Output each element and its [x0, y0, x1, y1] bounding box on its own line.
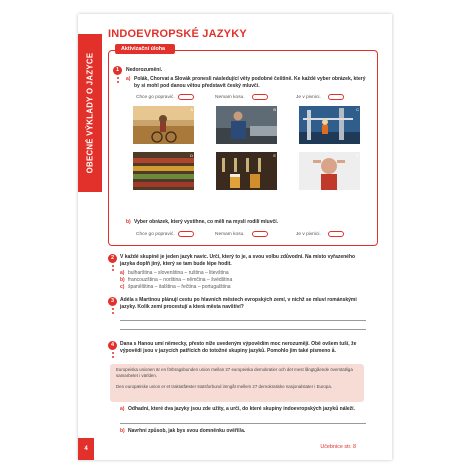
- photo-d-market-shelves: [133, 152, 194, 190]
- answer-oval-2b[interactable]: [252, 231, 268, 237]
- exercise-1b-marker: b): [126, 219, 131, 225]
- exercise-4-number: 4: [108, 341, 117, 350]
- photo-c-letter: C: [356, 107, 359, 112]
- phrase-3b: Je v pivnici.: [296, 232, 321, 237]
- exercise-1a-text: Polák, Chorvat a Slovák pronesli následující věty podobné češtině. Ke každé vyber obrázek, který by si mohl pod danou větou představit český mluvčí.: [134, 76, 366, 89]
- exercise-4b-marker: b): [120, 428, 125, 434]
- photo-c-workers-tower: [299, 106, 360, 144]
- answer-line[interactable]: [120, 329, 366, 330]
- answer-line[interactable]: [120, 423, 366, 424]
- exercise-2-number: 2: [108, 254, 117, 263]
- exercise-4a-text: Odhadni, které dva jazyky jsou zde užity, a urči, do které skupiny indoevropských jazyků náleží.: [128, 406, 355, 412]
- textbook-page: [78, 14, 392, 460]
- exercise-3-number: 3: [108, 297, 117, 306]
- photo-f-bald-man: [299, 152, 360, 190]
- exercise-2b-text: francouzština – norština – němčina – švédština: [128, 277, 233, 283]
- phrase-1b: Chce go popravić.: [136, 232, 175, 237]
- photo-a-cyclist-field: [133, 106, 194, 144]
- phrase-2: Nemam kosu.: [215, 95, 245, 100]
- phrase-2b: Nemam kosu.: [215, 232, 245, 237]
- exercise-1-number: 1: [113, 66, 122, 75]
- answer-line[interactable]: [120, 320, 366, 321]
- page-number: 4: [78, 438, 94, 460]
- photo-f-letter: F: [356, 153, 359, 158]
- exercise-3-difficulty: [112, 308, 114, 315]
- exercise-2-text: V každé skupině je jeden jazyk navíc. Urči, který to je, a svou volbu zdůvodni. Na místo vyřazeného jazyka doplň jiný, který se tam bude lépe hodit.: [120, 254, 356, 267]
- side-tab: [78, 34, 102, 192]
- exercise-1a-marker: a): [126, 76, 131, 82]
- exercise-1-title: Nedorozumění.: [126, 67, 163, 73]
- exercise-2c-marker: c): [120, 284, 125, 290]
- answer-oval-2[interactable]: [252, 94, 268, 100]
- exercise-1-difficulty: [117, 77, 119, 84]
- exercise-2b-marker: b): [120, 277, 125, 283]
- phrase-1: Chce go popravić.: [136, 95, 175, 100]
- answer-oval-3[interactable]: [328, 94, 344, 100]
- photo-d-letter: D: [190, 153, 193, 158]
- photo-e-beer-taps: [216, 152, 277, 190]
- exercise-2a-text: bulharština – slovenština – ruština – litevština: [128, 270, 229, 276]
- photo-b-mechanic: [216, 106, 277, 144]
- exercise-4-difficulty: [112, 352, 114, 359]
- side-tab-label: OBECNÉ VÝKLADY O JAZYCE: [85, 52, 95, 174]
- language-samples-box: [110, 364, 364, 402]
- exercise-3-text: Adéla s Martinou plánují cestu po hlavních městech evropských zemí, v nichž se mluví románskými jazyky. Kolik zemí procestují a která města navštíví?: [120, 297, 357, 310]
- exercise-1b-text: Vyber obrázek, který vystihne, co měli na mysli rodilí mluvčí.: [134, 219, 279, 225]
- photo-e-letter: E: [273, 153, 276, 158]
- phrase-3: Je v pivnici.: [296, 95, 321, 100]
- textbook-reference: Učebnice str. 8: [320, 444, 356, 450]
- activity-box-title: Aktivizační úloha: [115, 44, 175, 54]
- photo-a-letter: A: [190, 107, 193, 112]
- exercise-4-text: Dana s Hanou umí německy, přesto níže uvedeným výpovědím moc nerozumějí. Obě ovšem tuší, že výpovědi jsou v jazycích patřících do totožné skupiny jazyků. Pomohlo jim také písmeno å.: [120, 341, 357, 354]
- answer-oval-1[interactable]: [178, 94, 194, 100]
- exercise-2-difficulty: [112, 265, 114, 272]
- exercise-2a-marker: a): [120, 270, 125, 276]
- sample-swedish: Europeiska unionen är en förbragsbunden union mellan 27 europeiska demokratier och det mest långtgående överstatliga samarbetet i världen.: [116, 367, 353, 378]
- chapter-title: INDOEVROPSKÉ JAZYKY: [108, 28, 247, 40]
- answer-oval-1b[interactable]: [178, 231, 194, 237]
- exercise-4a-marker: a): [120, 406, 125, 412]
- exercise-4b-text: Navrhni způsob, jak bys svou domněnku ověřil/a.: [128, 428, 246, 434]
- exercise-2c-text: španělština – italština – řečtina – portugalština: [128, 284, 231, 290]
- photo-b-letter: B: [273, 107, 276, 112]
- answer-oval-3b[interactable]: [328, 231, 344, 237]
- sample-danish: Den europæiske union er et traktatfæster statsforbund imngåt mellem 27 demokratiske nasjonalstater i Europa.: [116, 384, 332, 389]
